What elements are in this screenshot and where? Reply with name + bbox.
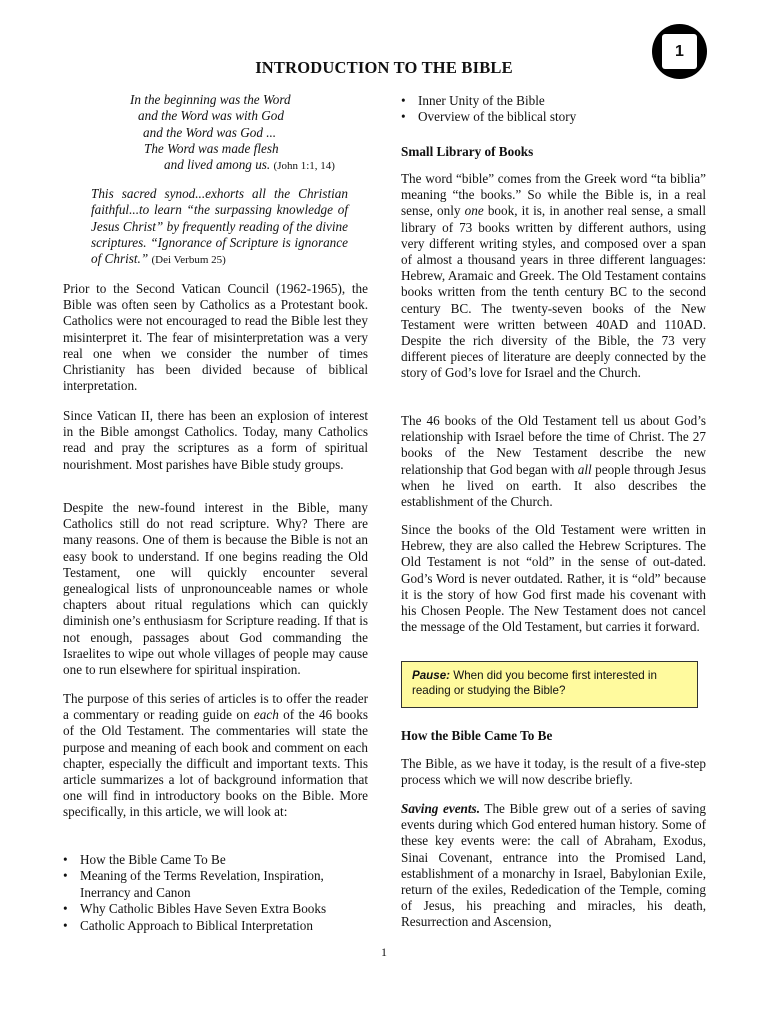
text: The purpose of this series of articles is to offer the reader a commentary or reading guide on bbox=[63, 691, 368, 723]
page-title: INTRODUCTION TO THE BIBLE bbox=[255, 58, 513, 77]
paragraph bbox=[401, 171, 706, 382]
text: people through Jesus when he lived on earth. It also describes the establishment of the Church. bbox=[401, 461, 706, 510]
list-item: • Why Catholic Bibles Have Seven Extra Books bbox=[63, 901, 368, 917]
list-item: • Catholic Approach to Biblical Interpretation bbox=[63, 918, 368, 934]
pause-text: When did you become first interested in reading or studying the Bible? bbox=[412, 669, 657, 697]
text: The 46 books of the Old Testament tell us about God’s relationship with Israel before the time of Christ. The 27 books of the New Testament describe the new relationship that God began with bbox=[401, 413, 706, 477]
paragraph: Despite the new-found interest in the Bible, many Catholics still do not read scripture. Why? There are many reasons. One of them is because the Bible is not an easy book to understand. If one begins reading the Old Testament, one will quickly encounter several genealogical lists of unpronounceable names or whole chapters about ritual regulations which can quickly diminish one’s enthusiasm for Scripture reading. If that is not enough, passages about God commanding the Israelites to wipe out whole villages of people may cause one to run elsewhere for spiritual inspiration. bbox=[63, 500, 368, 678]
epigraph-line: In the beginning was the Word bbox=[130, 92, 291, 107]
page-number: 1 bbox=[381, 945, 387, 959]
text: The word “bible” comes from the Greek word “ta biblia” meaning “the books.” So while the Bible is, in a real sense, only bbox=[401, 171, 706, 219]
paragraph: Since the books of the Old Testament were written in Hebrew, they are also called the Hebrew Scriptures. The Old Testament is not “old” in the sense of out-dated. God’s Word is never outdated. Rather, it is “old” because it is the story of how God first made his covenant with his Chosen People. The New Testament does not cancel the message of the Old Testament, but carries it forward. bbox=[401, 522, 706, 635]
emphasis: each bbox=[253, 707, 279, 723]
emphasis: one bbox=[464, 203, 484, 219]
list-item: • Meaning of the Terms Revelation, Inspiration, Inerrancy and Canon bbox=[63, 868, 368, 901]
paragraph: Since Vatican II, there has been an explosion of interest in the Bible amongst Catholics. Today, many Catholics read and pray the scriptures as a form of spiritual nourishment. Most parishes have Bible study groups. bbox=[63, 408, 368, 472]
badge-number: 1 bbox=[662, 34, 697, 69]
epigraph-citation: (John 1:1, 14) bbox=[273, 160, 335, 173]
quote-citation: (Dei Verbum 25) bbox=[151, 254, 226, 267]
lead-in: Saving events. bbox=[401, 801, 480, 816]
paragraph bbox=[401, 801, 706, 931]
dei-verbum-quote bbox=[91, 186, 348, 268]
emphasis: all bbox=[577, 461, 592, 477]
epigraph-line: The Word was made flesh bbox=[144, 140, 279, 156]
epigraph-line: and the Word was God ... bbox=[143, 124, 277, 140]
purpose-paragraph bbox=[63, 691, 368, 821]
list-item: • Inner Unity of the Bible bbox=[401, 93, 706, 109]
list-item: • Overview of the biblical story bbox=[401, 109, 706, 125]
section-heading-how: How the Bible Came To Be bbox=[401, 728, 553, 743]
right-bullet-list bbox=[401, 93, 706, 126]
list-item: • How the Bible Came To Be bbox=[63, 852, 368, 868]
epigraph-line: and the Word was with God bbox=[138, 108, 284, 124]
left-bullet-list bbox=[63, 852, 368, 934]
quote-text: This sacred synod...exhorts all the Christian faithful...to learn “the surpassing knowledge of Jesus Christ” by frequently reading of the divine scriptures. “Ignorance of Scripture is ignorance of Christ.” bbox=[91, 186, 348, 267]
section-heading-library: Small Library of Books bbox=[401, 144, 534, 159]
pause-label: Pause: bbox=[412, 669, 451, 682]
paragraph bbox=[401, 413, 706, 510]
epigraph bbox=[63, 92, 368, 174]
text: book, it is, in another real sense, a small library of 73 books written by different authors, using very different writing styles, and composed over a span of almost a thousand years in three different languages: Hebrew, Aramaic and Greek. The Old Testament contains books written from the tenth century BC to the second century BC. The twenty-seven books of the New Testament were written between 40AD and 110AD. Despite the rich diversity of the Bible, the 73 very different pieces of literature are deeply connected by the story of God’s love for Israel and the Church. bbox=[401, 203, 706, 381]
paragraph: Prior to the Second Vatican Council (1962-1965), the Bible was often seen by Catholics as a Protestant book. Catholics were not encouraged to read the Bible lest they misinterpret it. The fear of misinterpretation was a very real one when we consider the number of times Christianity has been divided because of biblical interpretation. bbox=[63, 281, 368, 394]
pause-callout bbox=[401, 661, 698, 708]
epigraph-line: and lived among us. bbox=[164, 157, 271, 173]
text: The Bible grew out of a series of saving events during which God entered human history. Some of these key events were: the call of Abraham, Exodus, Sinai Covenant, entrance into the Promised Land, establishment of a monarchy in Israel, Babylonian Exile, return of the exiles, Rededication of the Temple, coming of Jesus, his preaching and miracles, his death, Resurrection and Ascension, bbox=[401, 801, 706, 930]
text: of the 46 books of the Old Testament. The commentaries will state the purpose and meaning of each book and comment on each chapter, especially the difficult and important texts. This article summarizes a lot of background information that one will find in introductory books on the Bible. More specifically, in this article, we will look at: bbox=[63, 707, 368, 820]
paragraph: The Bible, as we have it today, is the result of a five-step process which we will now describe briefly. bbox=[401, 756, 706, 788]
